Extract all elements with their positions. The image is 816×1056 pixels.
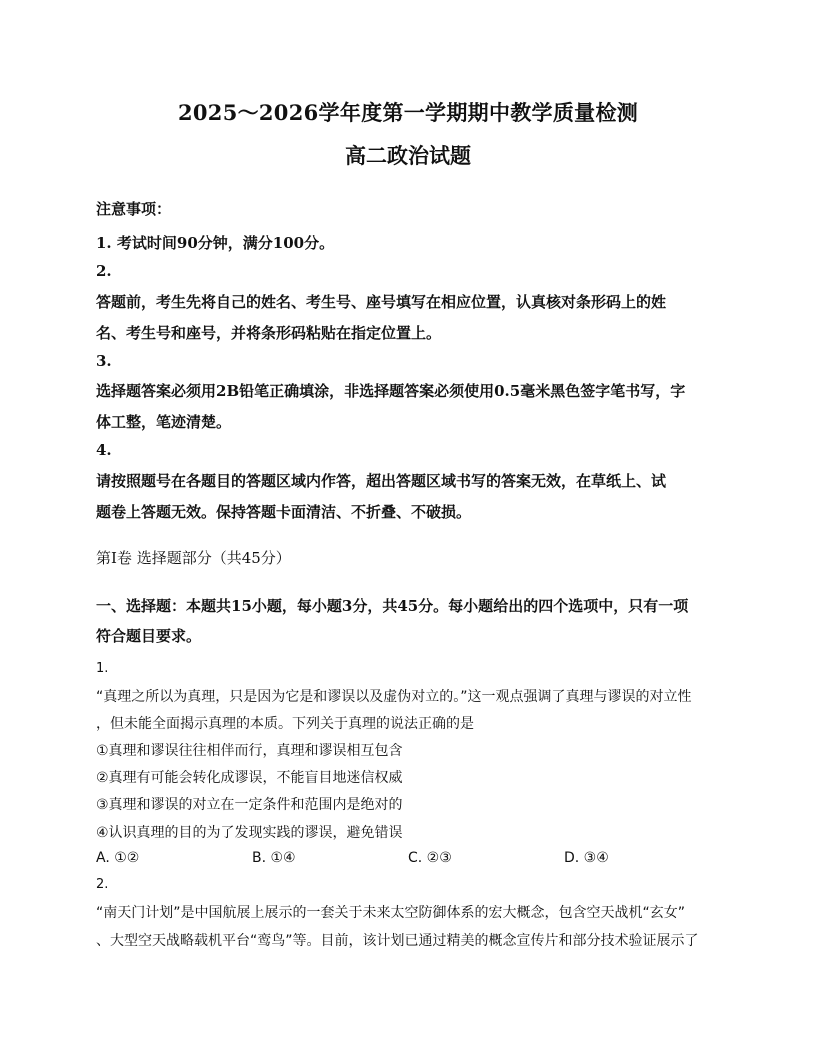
question-1-number: 1. <box>96 661 109 676</box>
question-1-stem-line-2: ，但未能全面揭示真理的本质。下列关于真理的说法正确的是 <box>96 716 474 732</box>
question-1-statement-3: ③真理和谬误的对立在一定条件和范围内是绝对的 <box>96 797 403 813</box>
question-2-stem-line-1: “南天门计划”是中国航展上展示的一套关于未来太空防御体系的宏大概念，包含空天战机“玄女” <box>96 905 686 921</box>
exam-subtitle: 高二政治试题 <box>345 143 471 168</box>
question-2-stem-line-2: 、大型空天战略载机平台“鸾鸟”等。目前，该计划已通过精美的概念宣传片和部分技术验证展示了 <box>96 933 699 949</box>
notes-item-2-line-2: 名、考生号和座号，并将条形码粘贴在指定位置上。 <box>96 324 442 342</box>
notes-item-3-number: 3. <box>96 352 112 370</box>
notes-item-4-number: 4. <box>96 441 112 459</box>
part-1-heading: 第Ⅰ卷 选择题部分（共45分） <box>96 549 291 567</box>
question-1-statement-4: ④认识真理的目的为了发现实践的谬误，避免错误 <box>96 825 403 841</box>
question-1-statement-2: ②真理有可能会转化成谬误，不能盲目地迷信权威 <box>96 770 403 786</box>
notes-item-4-line-1: 请按照题号在各题目的答题区域内作答，超出答题区域书写的答案无效，在草纸上、试 <box>96 472 667 490</box>
question-1-option-a: A. ①② <box>96 850 140 866</box>
notes-item-3-line-1: 选择题答案必须用2B铅笔正确填涂，非选择题答案必须使用0.5毫米黑色签字笔书写，字 <box>96 382 686 400</box>
question-1-option-c: C. ②③ <box>408 850 452 866</box>
notes-item-2-number: 2. <box>96 262 112 280</box>
notes-heading: 注意事项： <box>96 200 172 218</box>
notes-item-1: 1. 考试时间90分钟，满分100分。 <box>96 234 335 252</box>
notes-item-4-line-2: 题卷上答题无效。保持答题卡面清洁、不折叠、不破损。 <box>96 503 472 521</box>
section-1-line-1: 一、选择题：本题共15小题，每小题3分，共45分。每小题给出的四个选项中，只有一项 <box>96 597 689 615</box>
question-1-option-d: D. ③④ <box>564 850 609 866</box>
section-1-line-2: 符合题目要求。 <box>96 627 202 645</box>
question-1-stem-line-1: “真理之所以为真理，只是因为它是和谬误以及虚伪对立的。”这一观点强调了真理与谬误的对立性 <box>96 689 692 705</box>
question-2-number: 2. <box>96 877 109 892</box>
notes-item-3-line-2: 体工整，笔迹清楚。 <box>96 413 232 431</box>
notes-item-2-line-1: 答题前，考生先将自己的姓名、考生号、座号填写在相应位置，认真核对条形码上的姓 <box>96 293 667 311</box>
question-1-statement-1: ①真理和谬误往往相伴而行，真理和谬误相互包含 <box>96 743 403 759</box>
question-1-option-b: B. ①④ <box>252 850 296 866</box>
exam-title: 2025～2026学年度第一学期期中教学质量检测 <box>177 100 639 125</box>
